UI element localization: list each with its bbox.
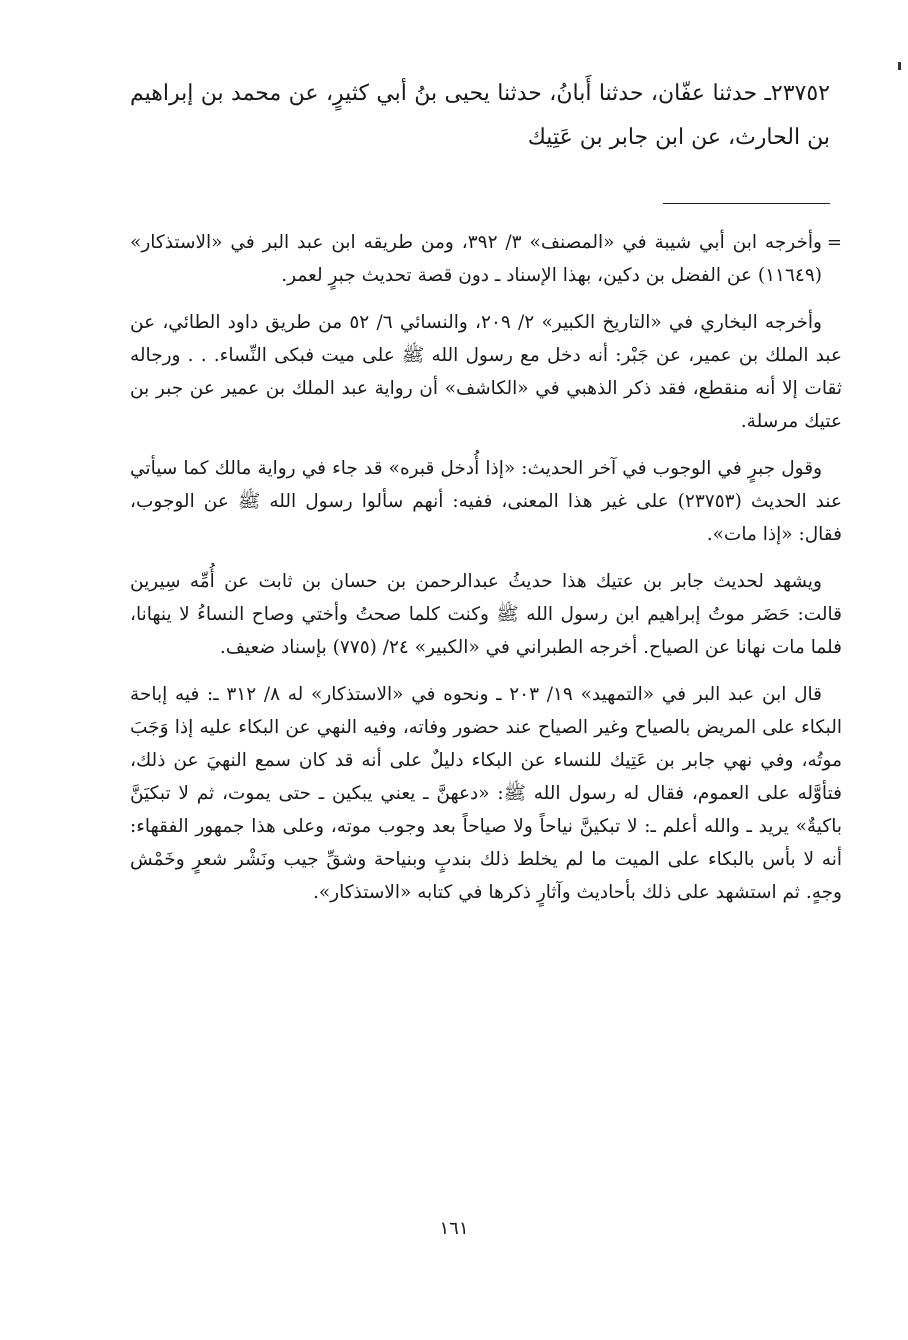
main-text-block xyxy=(130,72,830,160)
footnote-paragraph: قال ابن عبد البر في «التمهيد» ١٩/ ٢٠٣ ـ ونحوه في «الاستذكار» له ٨/ ٣١٢ ـ: فيه إباحة البكاء على المريض بالصياح وغير الصياح عند حضور وفاته، وفيه النهي عن البكاء عليه إذا وَجَبَ موتُه، وفي نهي جابر بن عَتِيك للنساء عن البكاء دليلٌ على أنه قد كان سمع النهيَ عن ذلك، فتأوَّله على العموم، فقال له رسول الله ﷺ: «دعهنَّ ـ يعني يبكين ـ حتى يموت، ثم لا تبكيَنَّ باكيةٌ» يريد ـ والله أعلم ـ: لا تبكينَّ نياحاً ولا صياحاً بعد وجوب موته، وعلى هذا جمهور الفقهاء: أنه لا بأس بالبكاء على الميت ما لم يخلط ذلك بندبٍ وبنياحة وشقِّ جيب ونَشْر شعرٍ وخَمْش وجهٍ. ثم استشهد على ذلك بأحاديث وآثارٍ ذكرها في كتابه «الاستذكار». xyxy=(130,684,842,903)
footnotes-block xyxy=(130,226,842,923)
footnote-text: وأخرجه ابن أبي شيبة في «المصنف» ٣/ ٣٩٢، ومن طريقه ابن عبد البر في «الاستذكار» (١١٦٤٩) عن الفضل بن دكين، بهذا الإسناد ـ دون قصة تحديث جبرٍ لعمر. xyxy=(130,232,822,286)
page-number: ١٦١ xyxy=(439,1218,469,1239)
page-edge-mark xyxy=(898,62,901,70)
footnote-paragraph xyxy=(130,226,842,292)
hadith-paragraph: ٢٣٧٥٢ـ حدثنا عفّان، حدثنا أَبانُ، حدثنا يحيى بنُ أبي كثيرٍ، عن محمد بن إبراهيم بن الحارث، عن ابن جابر بن عَتِيك xyxy=(130,81,830,150)
footnote-paragraph: وأخرجه البخاري في «التاريخ الكبير» ٢/ ٢٠٩، والنسائي ٦/ ٥٢ من طريق داود الطائي، عن عبد الملك بن عمير، عن جَبْر: أنه دخل مع رسول الله ﷺ على ميت فبكى النِّساء. . . ورجاله ثقات إلا أنه منقطع، فقد ذكر الذهبي في «الكاشف» أن رواية عبد الملك بن عمير عن جبر بن عتيك مرسلة. xyxy=(130,312,842,432)
continuation-mark: = xyxy=(826,232,842,253)
footnote-paragraph: وقول جبرٍ في الوجوب في آخر الحديث: «إذا أُدخل قبره» قد جاء في رواية مالك كما سيأتي عند الحديث (٢٣٧٥٣) على غير هذا المعنى، ففيه: أنهم سألوا رسول الله ﷺ عن الوجوب، فقال: «إذا مات». xyxy=(130,458,843,545)
footnote-paragraph: ويشهد لحديث جابر بن عتيك هذا حديثُ عبدالرحمن بن حسان بن ثابت عن أُمِّه سِيرين قالت: حَضَر موتُ إبراهيم ابن رسول الله ﷺ وكنت كلما صحتُ وأختي وصاح النساءُ لا ينهانا، فلما مات نهانا عن الصياح. أخرجه الطبراني في «الكبير» ٢٤/ (٧٧٥) بإسناد ضعيف. xyxy=(130,571,842,658)
footnote-separator xyxy=(663,203,830,204)
